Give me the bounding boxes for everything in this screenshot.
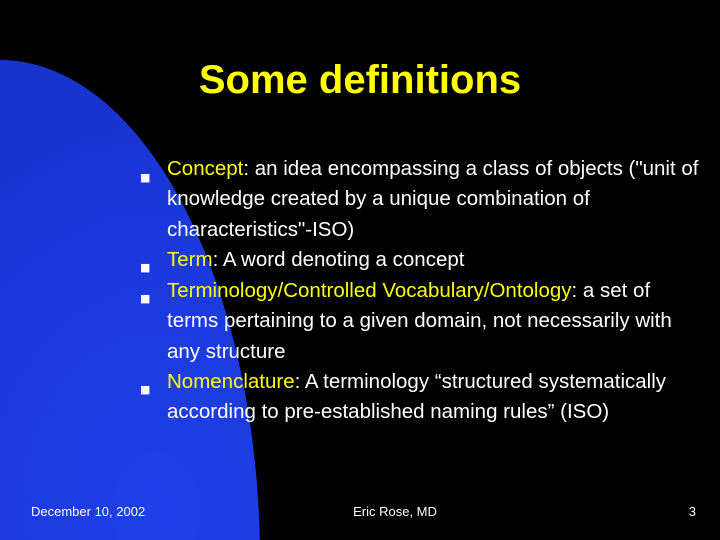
definition-term: Nomenclature	[167, 370, 295, 393]
definition-text: : A word denoting a concept	[212, 248, 465, 271]
definition-text: : A terminology “structured systematically according to pre-established naming rules” (ISO)	[167, 370, 667, 424]
definition-item-concept	[167, 154, 707, 245]
slide-title: Some definitions	[198, 58, 522, 102]
bullet-icon: ■	[140, 171, 151, 184]
footer-date: December 10, 2002	[31, 504, 146, 519]
definition-text: : a set of terms pertaining to a given domain, not necessarily with any structure	[167, 279, 672, 363]
definition-item-terminology	[167, 276, 707, 367]
footer-author: Eric Rose, MD	[353, 504, 437, 519]
definition-term: Term	[167, 248, 213, 271]
bullet-icon: ■	[140, 292, 151, 305]
page-number: 3	[688, 504, 696, 519]
definition-item-nomenclature	[167, 367, 707, 428]
bullet-icon: ■	[140, 261, 151, 274]
definition-text: : an idea encompassing a class of objects ("unit of knowledge created by a unique combination of characteristics"-ISO)	[167, 157, 699, 241]
definition-term: Terminology/Controlled Vocabulary/Ontology	[167, 279, 572, 302]
definition-item-term	[167, 245, 707, 275]
definition-term: Concept	[167, 157, 244, 180]
bullet-icon: ■	[140, 383, 151, 396]
